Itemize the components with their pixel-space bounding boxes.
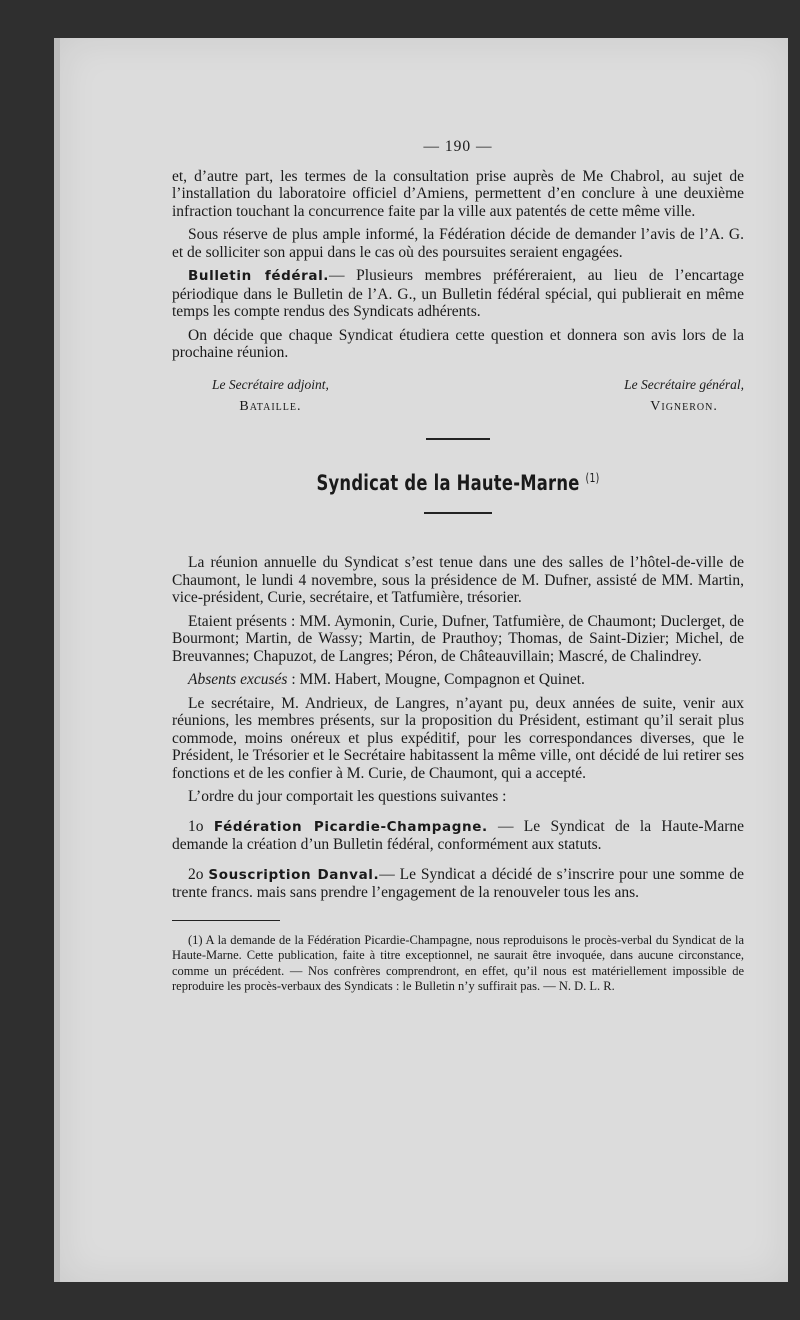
divider [426, 438, 490, 440]
page-content [172, 138, 744, 995]
page-number: — 190 — [423, 138, 493, 155]
paragraph: et, d’autre part, les termes de la consultation prise auprès de Me Chabrol, au sujet de l’installation du laboratoire officiel d’Amiens, permettent d’en conclure à une deuxième infraction touchant la concurrence faite par la ville aux patentés de cette même ville. [172, 167, 744, 220]
paragraph: On décide que chaque Syndicat étudiera cette question et donnera son avis lors de la prochaine réunion. [172, 326, 744, 361]
bulletin-text: — Plusieurs membres préféreraient, au lieu de l’encartage périodique dans le Bulletin de l’A. G., un Bulletin fédéral spécial, qui publierait en même temps les compte rendus des Syndicats adhérents. [172, 267, 744, 320]
signature-name: Bataille. [239, 399, 302, 414]
agenda-item [172, 818, 744, 854]
signature-role: Le Secrétaire général, [624, 376, 744, 392]
signature-role: Le Secrétaire adjoint, [212, 376, 329, 392]
footnote: (1) A la demande de la Fédération Picardie-Champagne, nous reproduisons le procès-verbal du Syndicat de la Haute-Marne. Cette publication, faite à titre exceptionnel, ne saurait être invoquée, dans aucune circonstance, comme un précédent. — Nos confrères comprendront, en effet, qu’il nous est matériellement impossible de reproduire les procès-verbaux des Syndicats : le Bulletin n’y suffirait pas. — N. D. L. R. [172, 932, 744, 993]
absents-label: Absents excusés [188, 671, 288, 688]
footnote-divider [172, 920, 280, 921]
footnote-mark: (1) [585, 470, 600, 485]
bulletin-heading: Bulletin fédéral. [188, 268, 330, 284]
signature-block [172, 376, 744, 416]
section-title [235, 470, 681, 493]
divider [424, 512, 492, 514]
agenda-number: 2o [188, 865, 204, 883]
agenda-heading: Fédération Picardie-Champagne. [213, 818, 488, 835]
signature-left [212, 376, 329, 416]
section-title-text: Syndicat de la Haute-Marne [316, 470, 580, 495]
absents-paragraph [172, 671, 744, 689]
signature-name: Vigneron. [650, 399, 718, 414]
document-page [54, 38, 788, 1282]
agenda-number: 1o [188, 817, 204, 835]
absents-text: : MM. Habert, Mougne, Compagnon et Quinet. [287, 671, 585, 688]
paragraph: Le secrétaire, M. Andrieux, de Langres, n’ayant pu, deux années de suite, venir aux réunions, les membres présents, sur la proposition du Président, estimant qu’il serait plus commode, moins onéreux et plus expéditif, pour les correspondances diverses, que le Président, le Trésorier et le Secrétaire habitassent la même ville, ont décidé de lui retirer ses fonctions et de les confier à M. Curie, de Chaumont, qui a accepté. [172, 694, 744, 782]
paragraph: La réunion annuelle du Syndicat s’est tenue dans une des salles de l’hôtel-de-ville de Chaumont, le lundi 4 novembre, sous la présidence de M. Dufner, assisté de MM. Martin, vice-président, Curie, secrétaire, et Tatfumière, trésorier. [172, 554, 744, 606]
paragraph: Sous réserve de plus ample informé, la Fédération décide de demander l’avis de l’A. G. et de solliciter son appui dans le cas où des poursuites seraient engagées. [172, 226, 744, 261]
agenda-text: — Le Syndicat a décidé de s’inscrire pour une somme de trente francs. mais sans prendre l’engagement de la renouveler tous les ans. [172, 865, 745, 901]
paragraph: Etaient présents : MM. Aymonin, Curie, Dufner, Tatfumière, de Chaumont; Duclerget, de Bourmont; Martin, de Wassy; Martin, de Prauthoy; Thomas, de Saint-Dizier; Michel, de Breuvannes; Chapuzot, de Langres; Péron, de Châteauvillain; Mascré, de Chalindrey. [172, 612, 744, 665]
agenda-text: — Le Syndicat de la Haute-Marne demande la création d’un Bulletin fédéral, conformément aux statuts. [172, 817, 745, 853]
signature-right [624, 376, 744, 416]
agenda-heading: Souscription Danval. [208, 866, 380, 883]
bulletin-paragraph [172, 267, 744, 321]
paragraph: L’ordre du jour comportait les questions suivantes : [188, 788, 507, 805]
agenda-item [172, 866, 744, 902]
